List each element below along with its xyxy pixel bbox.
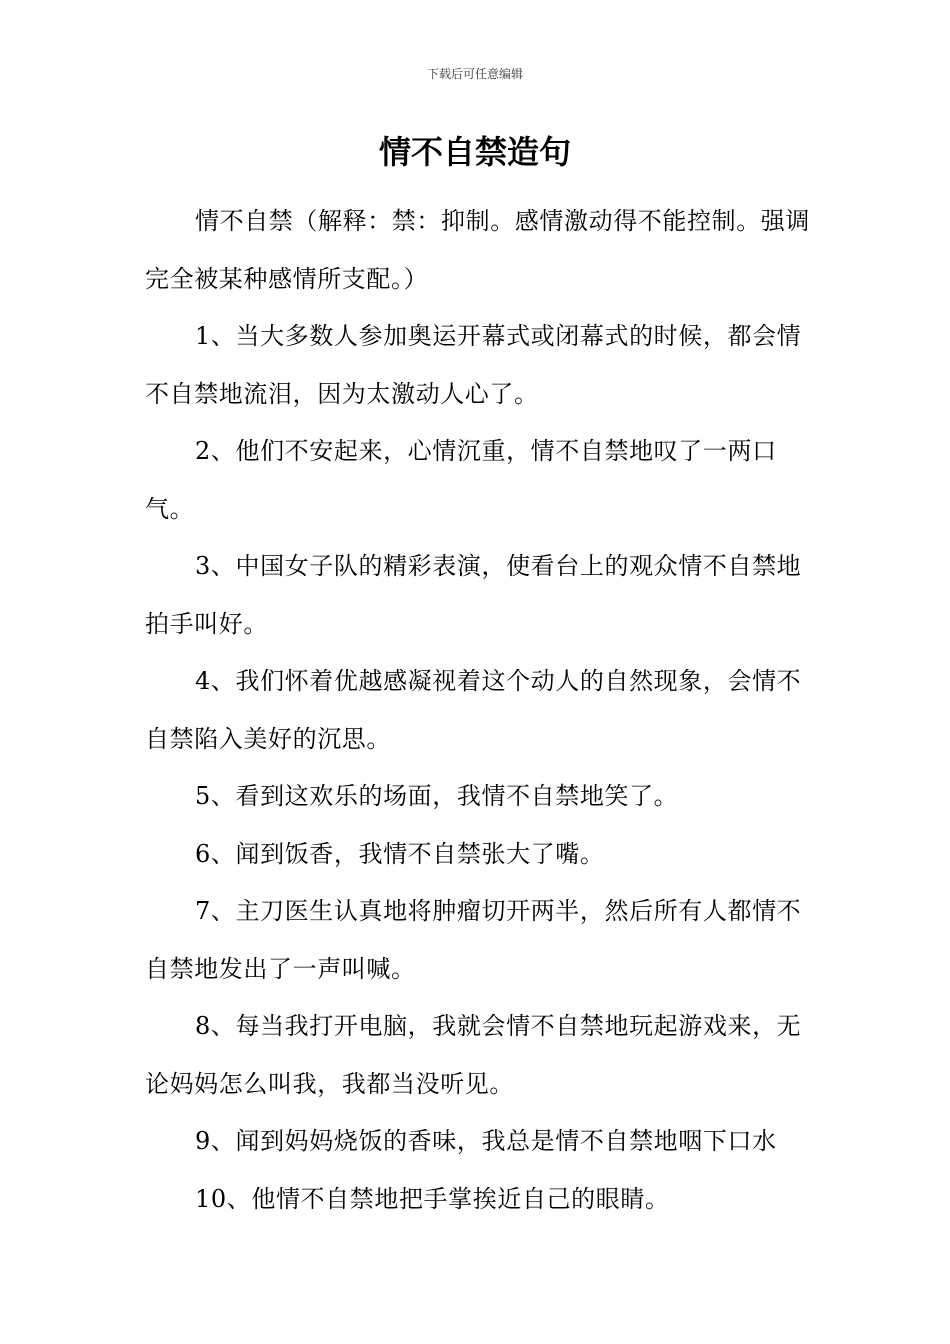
- paragraph-definition: 情不自禁（解释：禁：抑制。感情激动得不能控制。强调完全被某种感情所支配。）: [145, 207, 810, 293]
- paragraph-example-7: 7、主刀医生认真地将肿瘤切开两半，然后所有人都情不自禁地发出了一声叫喊。: [145, 897, 802, 983]
- paragraph-example-1: 1、当大多数人参加奥运开幕式或闭幕式的时候，都会情不自禁地流泪，因为太激动人心了。: [145, 322, 802, 408]
- paragraph-example-2: 2、他们不安起来，心情沉重，情不自禁地叹了一两口气。: [145, 437, 777, 523]
- paragraph-example-10: 10、他情不自禁地把手掌挨近自己的眼睛。: [195, 1184, 670, 1213]
- paragraph-example-4: 4、我们怀着优越感凝视着这个动人的自然现象，会情不自禁陷入美好的沉思。: [145, 667, 802, 753]
- paragraph-example-6: 6、闻到饭香，我情不自禁张大了嘴。: [195, 839, 605, 868]
- paragraph-example-3: 3、中国女子队的精彩表演，使看台上的观众情不自禁地拍手叫好。: [145, 552, 802, 638]
- paragraph-example-8: 8、每当我打开电脑，我就会情不自禁地玩起游戏来，无论妈妈怎么叫我，我都当没听见。: [145, 1012, 802, 1098]
- document-title: 情不自禁造句: [378, 133, 571, 171]
- header-note: 下载后可任意编辑: [426, 67, 523, 81]
- document-body: [145, 193, 810, 1228]
- paragraph-example-5: 5、看到这欢乐的场面，我情不自禁地笑了。: [195, 782, 679, 810]
- paragraph-example-9: 9、闻到妈妈烧饭的香味，我总是情不自禁地咽下口水: [195, 1127, 777, 1155]
